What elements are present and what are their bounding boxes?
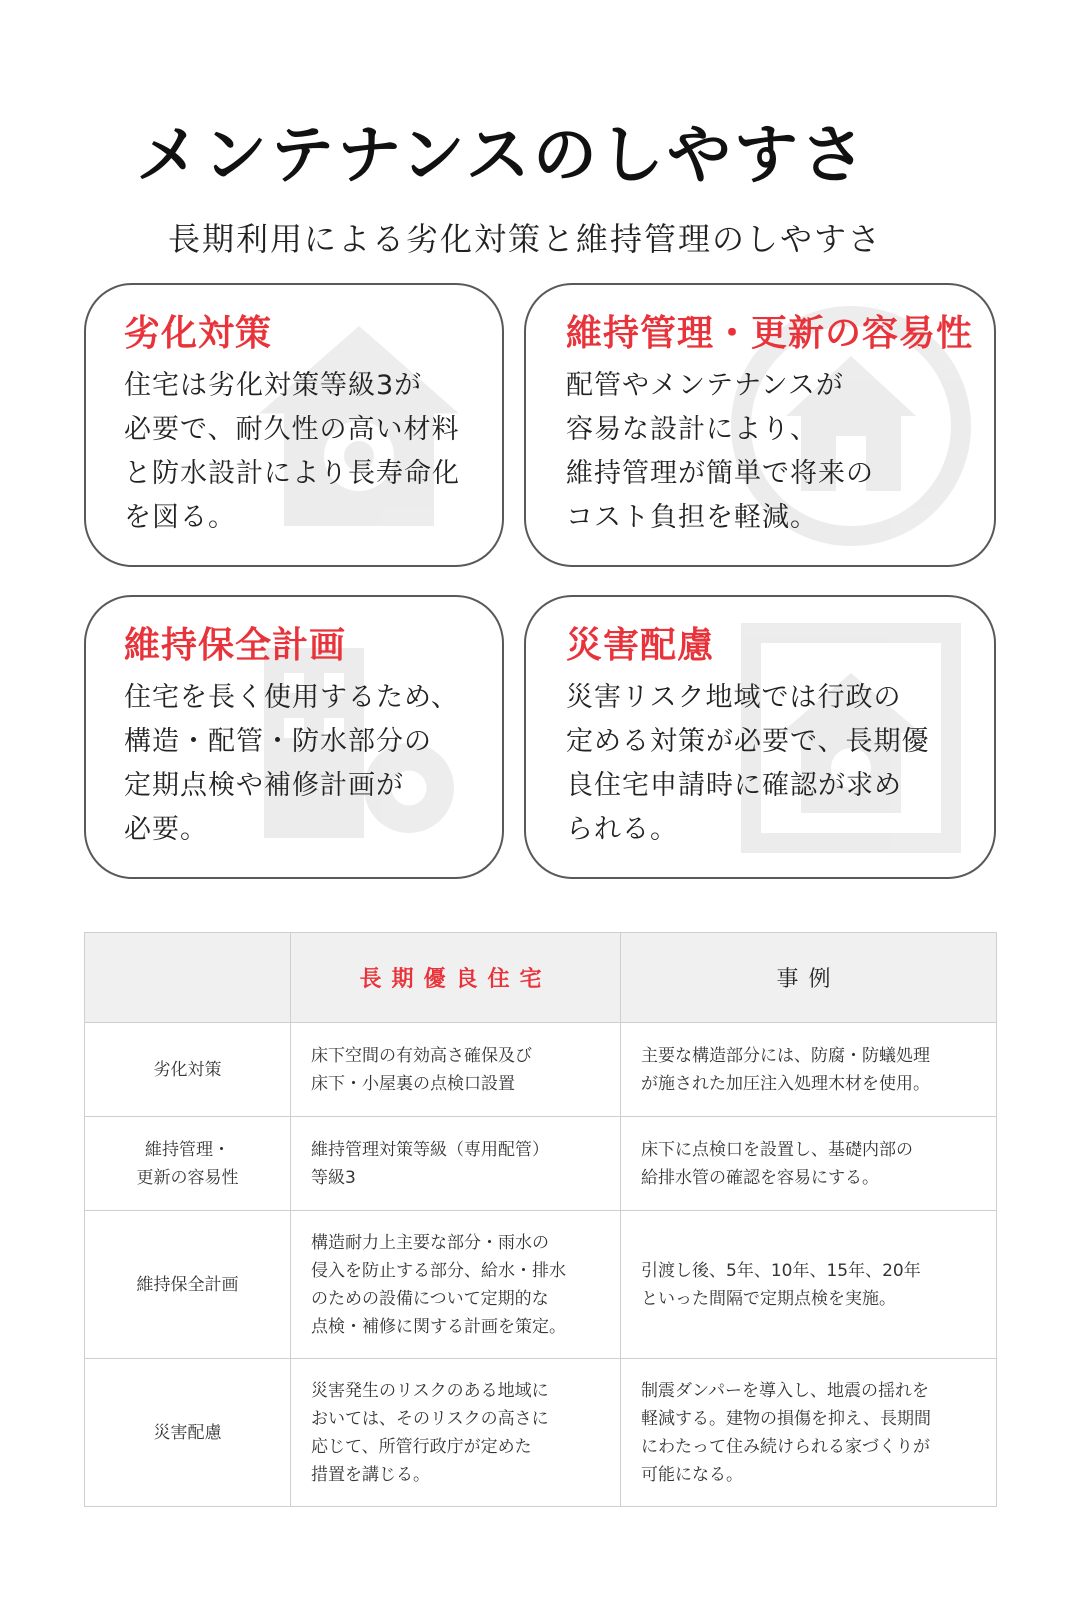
card-text-line: 必要で、耐久性の高い材料	[124, 413, 460, 445]
card-text-line: 住宅は劣化対策等級3が	[124, 369, 423, 401]
card-maintenance	[524, 283, 996, 567]
row-example: 引渡し後、5年、10年、15年、20年 といった間隔で定期点検を実施。	[621, 1211, 997, 1359]
row-requirement: 災害発生のリスクのある地域に おいては、そのリスクの高さに 応じて、所管行政庁が定めた 措置を講じる。	[291, 1359, 621, 1507]
row-requirement: 床下空間の有効高さ確保及び 床下・小屋裏の点検口設置	[291, 1023, 621, 1117]
table-row	[85, 1359, 997, 1507]
page-subtitle: 長期利用による劣化対策と維持管理のしやすさ	[168, 220, 883, 258]
page-title: メンテナンスのしやすさ	[136, 119, 868, 193]
card-title: 劣化対策	[124, 313, 273, 354]
card-text-line: を図る。	[124, 501, 236, 533]
row-example: 床下に点検口を設置し、基礎内部の 給排水管の確認を容易にする。	[621, 1117, 997, 1211]
card-text-line: 住宅を長く使用するため、	[124, 681, 459, 713]
card-text-line: コスト負担を軽減。	[566, 501, 818, 533]
table-header-example: 事例	[621, 933, 997, 1023]
card-disaster	[524, 595, 996, 879]
card-text-line: と防水設計により長寿命化	[124, 457, 460, 489]
table-row	[85, 1023, 997, 1117]
table-header-empty	[85, 933, 291, 1023]
card-text-line: られる。	[566, 813, 678, 845]
card-text-line: 配管やメンテナンスが	[566, 369, 844, 401]
card-title: 維持管理・更新の容易性	[566, 313, 974, 354]
card-title: 災害配慮	[566, 625, 715, 666]
card-maintenance-plan	[84, 595, 504, 879]
card-title: 維持保全計画	[124, 625, 347, 666]
row-label: 災害配慮	[85, 1359, 291, 1507]
card-text-line: 定期点検や補修計画が	[124, 769, 404, 801]
row-label: 劣化対策	[85, 1023, 291, 1117]
table-header-long-term: 長期優良住宅	[291, 933, 621, 1023]
row-example: 主要な構造部分には、防腐・防蟻処理 が施された加圧注入処理木材を使用。	[621, 1023, 997, 1117]
card-text-line: 災害リスク地域では行政の	[566, 681, 902, 713]
card-text-line: 必要。	[124, 813, 208, 845]
table-row	[85, 1117, 997, 1211]
comparison-table	[84, 932, 997, 1507]
row-label: 維持管理・ 更新の容易性	[85, 1117, 291, 1211]
card-deterioration	[84, 283, 504, 567]
card-text-line: 定める対策が必要で、長期優	[566, 725, 930, 757]
card-text-line: 維持管理が簡単で将来の	[566, 457, 874, 489]
table-header-row	[85, 933, 997, 1023]
table-row	[85, 1211, 997, 1359]
row-requirement: 構造耐力上主要な部分・雨水の 侵入を防止する部分、給水・排水 のための設備について定期的な 点検・補修に関する計画を策定。	[291, 1211, 621, 1359]
card-text-line: 容易な設計により、	[566, 413, 818, 445]
row-requirement: 維持管理対策等級（専用配管） 等級3	[291, 1117, 621, 1211]
card-text-line: 良住宅申請時に確認が求め	[566, 769, 902, 801]
row-example: 制震ダンパーを導入し、地震の揺れを 軽減する。建物の損傷を抑え、長期間 にわたって住み続けられる家づくりが 可能になる。	[621, 1359, 997, 1507]
row-label: 維持保全計画	[85, 1211, 291, 1359]
card-text-line: 構造・配管・防水部分の	[124, 725, 432, 757]
